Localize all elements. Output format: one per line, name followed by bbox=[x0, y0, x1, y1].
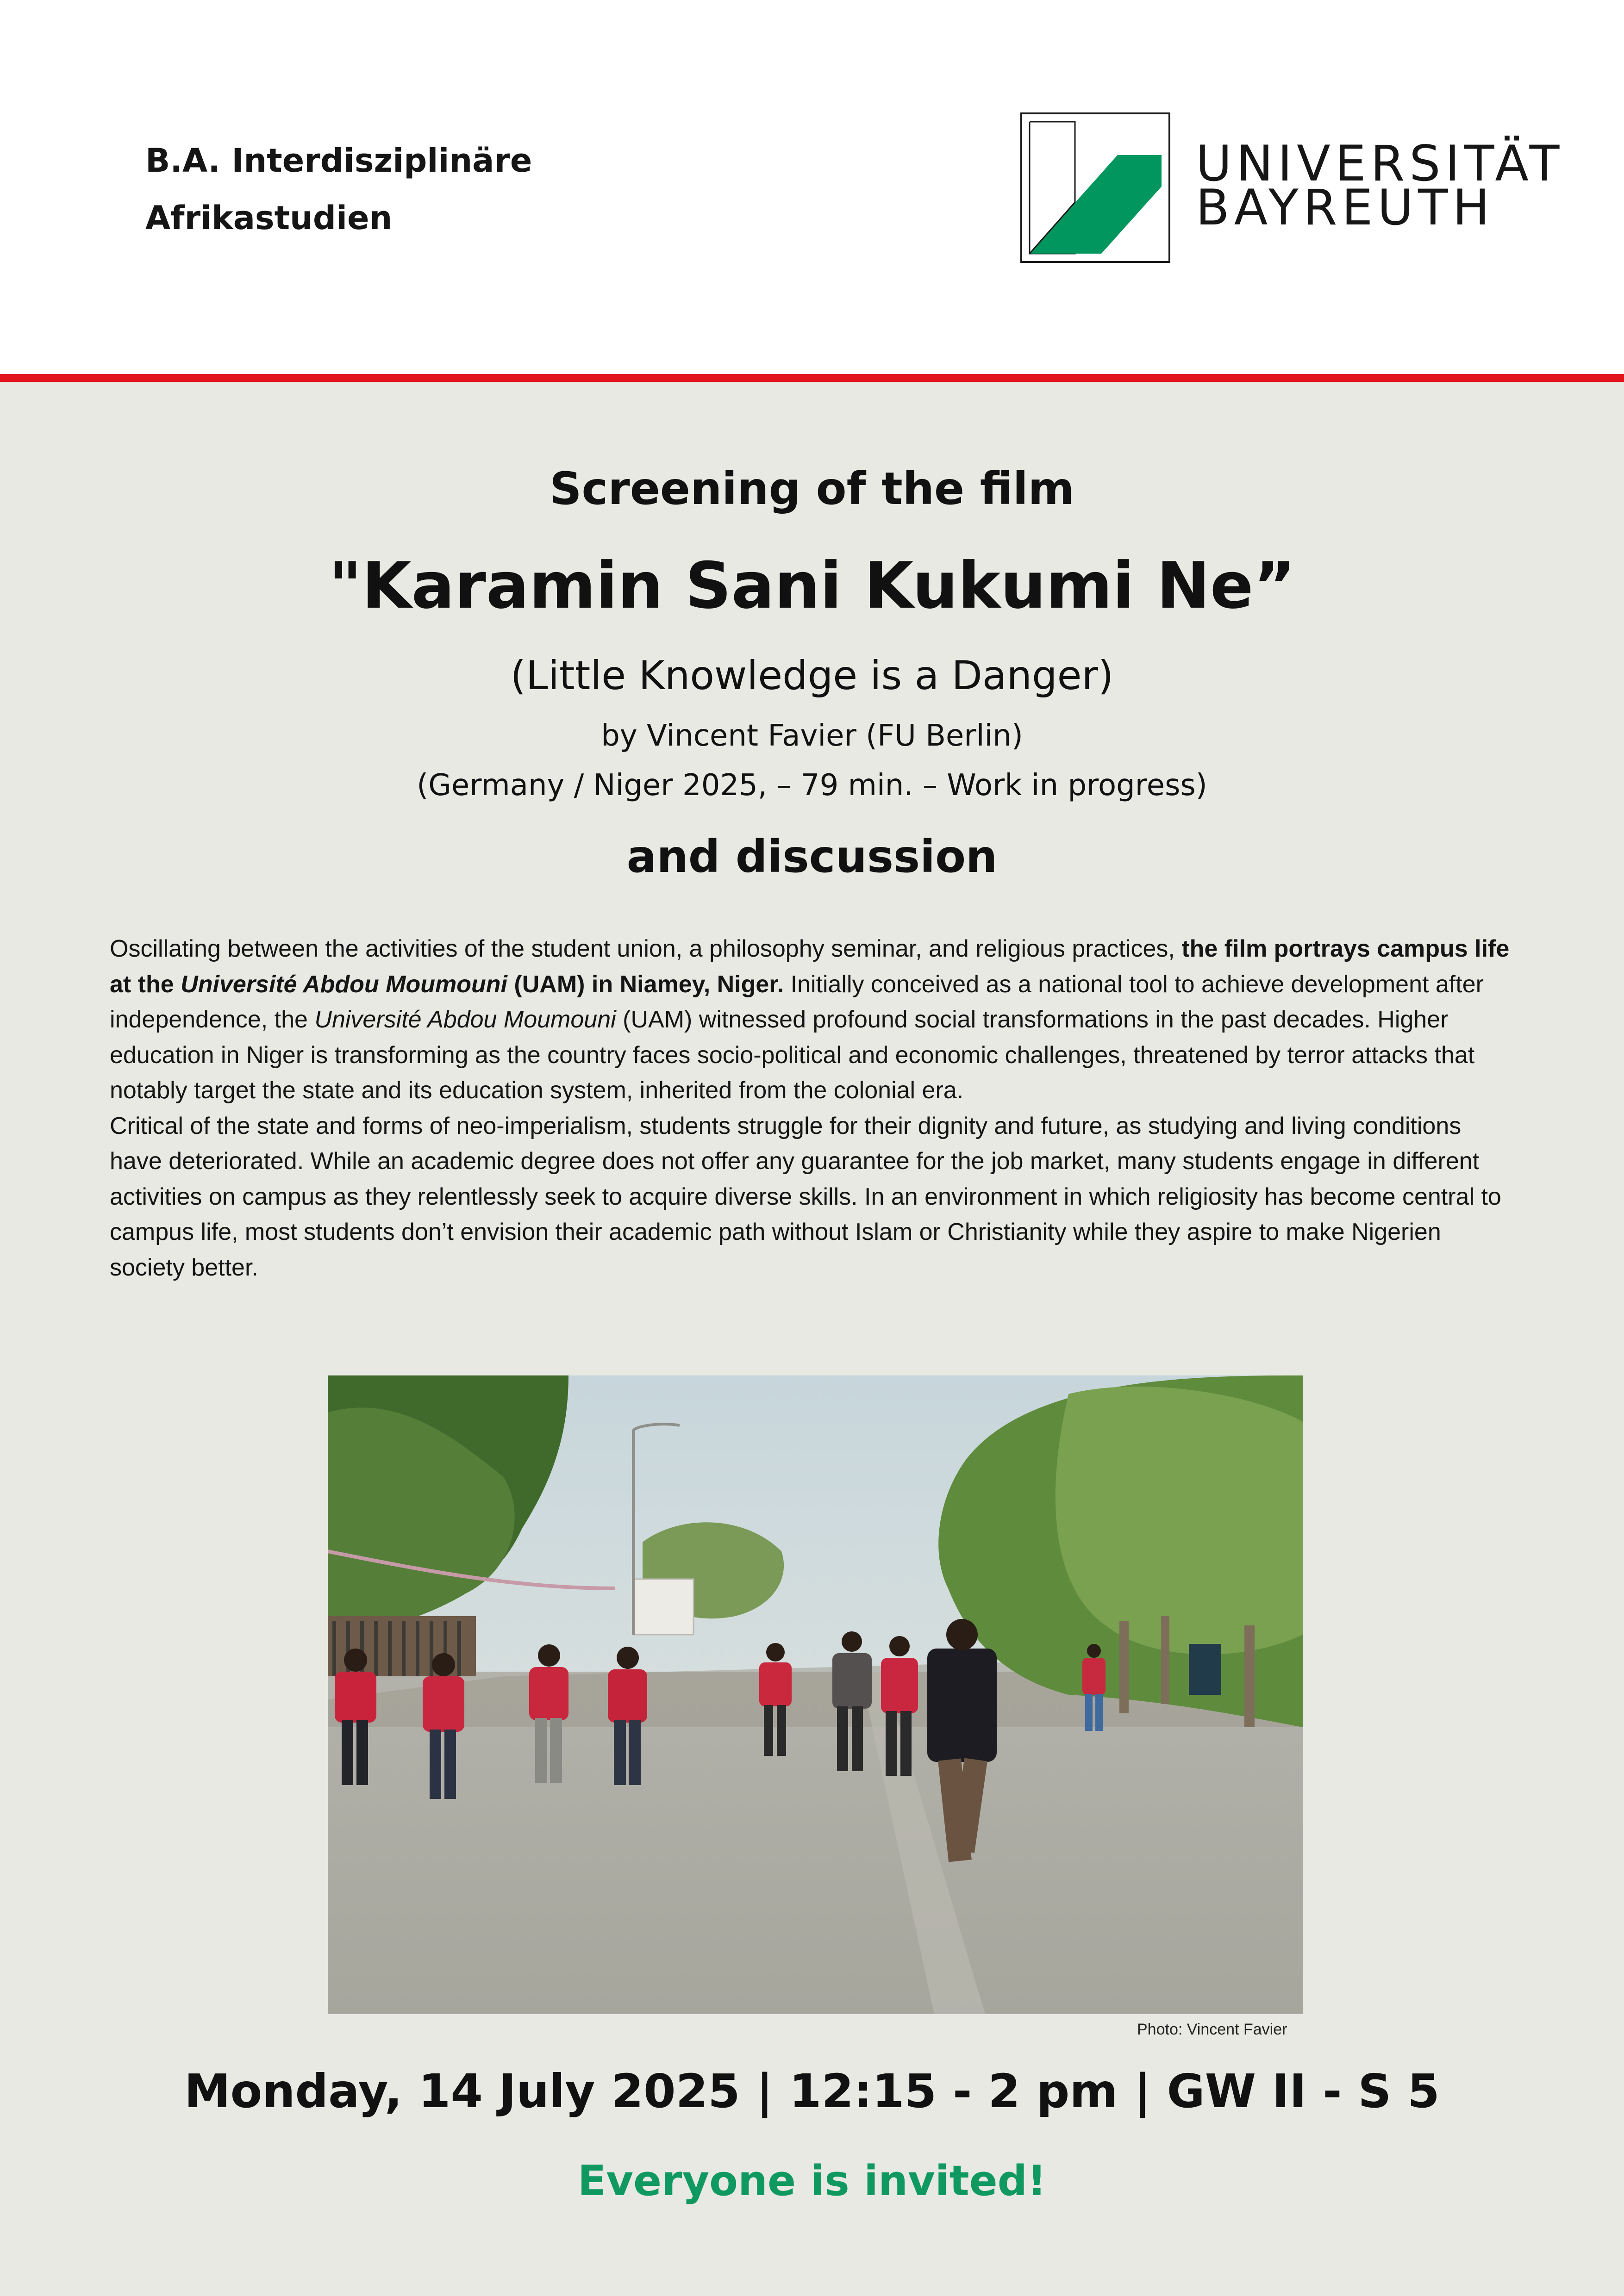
film-subtitle: (Little Knowledge is a Danger) bbox=[510, 653, 1114, 699]
film-details: (Germany / Niger 2025, – 79 min. – Work in progress) bbox=[417, 768, 1207, 803]
description-paragraph-2: Critical of the state and forms of neo-imperialism, students struggle for their dignity and future, as studying and living conditions have deteriorated. While an academic degree does not offer any guarantee for the job market, many students engage in different activities on campus as they relentlessly seek to acquire diverse skills. In an environment in which religiosity has become central to campus life, most students don’t envision their academic path without Islam or Christianity while they aspire to make Nigerien society better. bbox=[110, 1112, 1501, 1281]
film-description bbox=[110, 931, 1512, 1285]
discussion-heading: and discussion bbox=[626, 831, 998, 883]
campus-street-photo bbox=[328, 1375, 1303, 2014]
department-name bbox=[145, 132, 532, 247]
university-wordmark-line-2: BAYREUTH bbox=[1196, 179, 1494, 236]
university-logo-mark bbox=[1020, 112, 1170, 263]
university-wordmark bbox=[1196, 135, 1564, 236]
header-divider bbox=[0, 374, 1624, 382]
department-line-1: B.A. Interdisziplinäre bbox=[145, 142, 532, 180]
film-title: "Karamin Sani Kukumi Ne” bbox=[328, 548, 1296, 623]
description-paragraph-1: Oscillating between the activities of the student union, a philosophy seminar, and religious practices, the film portrays campus life at the Université Abdou Moumouni (UAM) in Niamey, Niger. Initially conceived as a national tool to achieve development after independence, the Université Abdou Moumouni (UAM) witnessed profound social transformations in the past decades. Higher education in Niger is transforming as the country faces socio-political and economic challenges, threatened by terror attacks that notably target the state and its education system, inherited from the colonial era. bbox=[110, 935, 1510, 1104]
event-date-time-place: Monday, 14 July 2025 | 12:15 - 2 pm | GW II - S 5 bbox=[184, 2064, 1440, 2118]
university-wordmark-line-1: UNIVERSITÄT bbox=[1196, 135, 1564, 192]
header bbox=[0, 0, 1624, 374]
invitation: Everyone is invited! bbox=[577, 2157, 1047, 2205]
event-kicker: Screening of the film bbox=[550, 463, 1074, 515]
film-director: by Vincent Favier (FU Berlin) bbox=[601, 719, 1023, 753]
department-line-2: Afrikastudien bbox=[145, 199, 393, 237]
photo-credit: Photo: Vincent Favier bbox=[1137, 2021, 1287, 2038]
